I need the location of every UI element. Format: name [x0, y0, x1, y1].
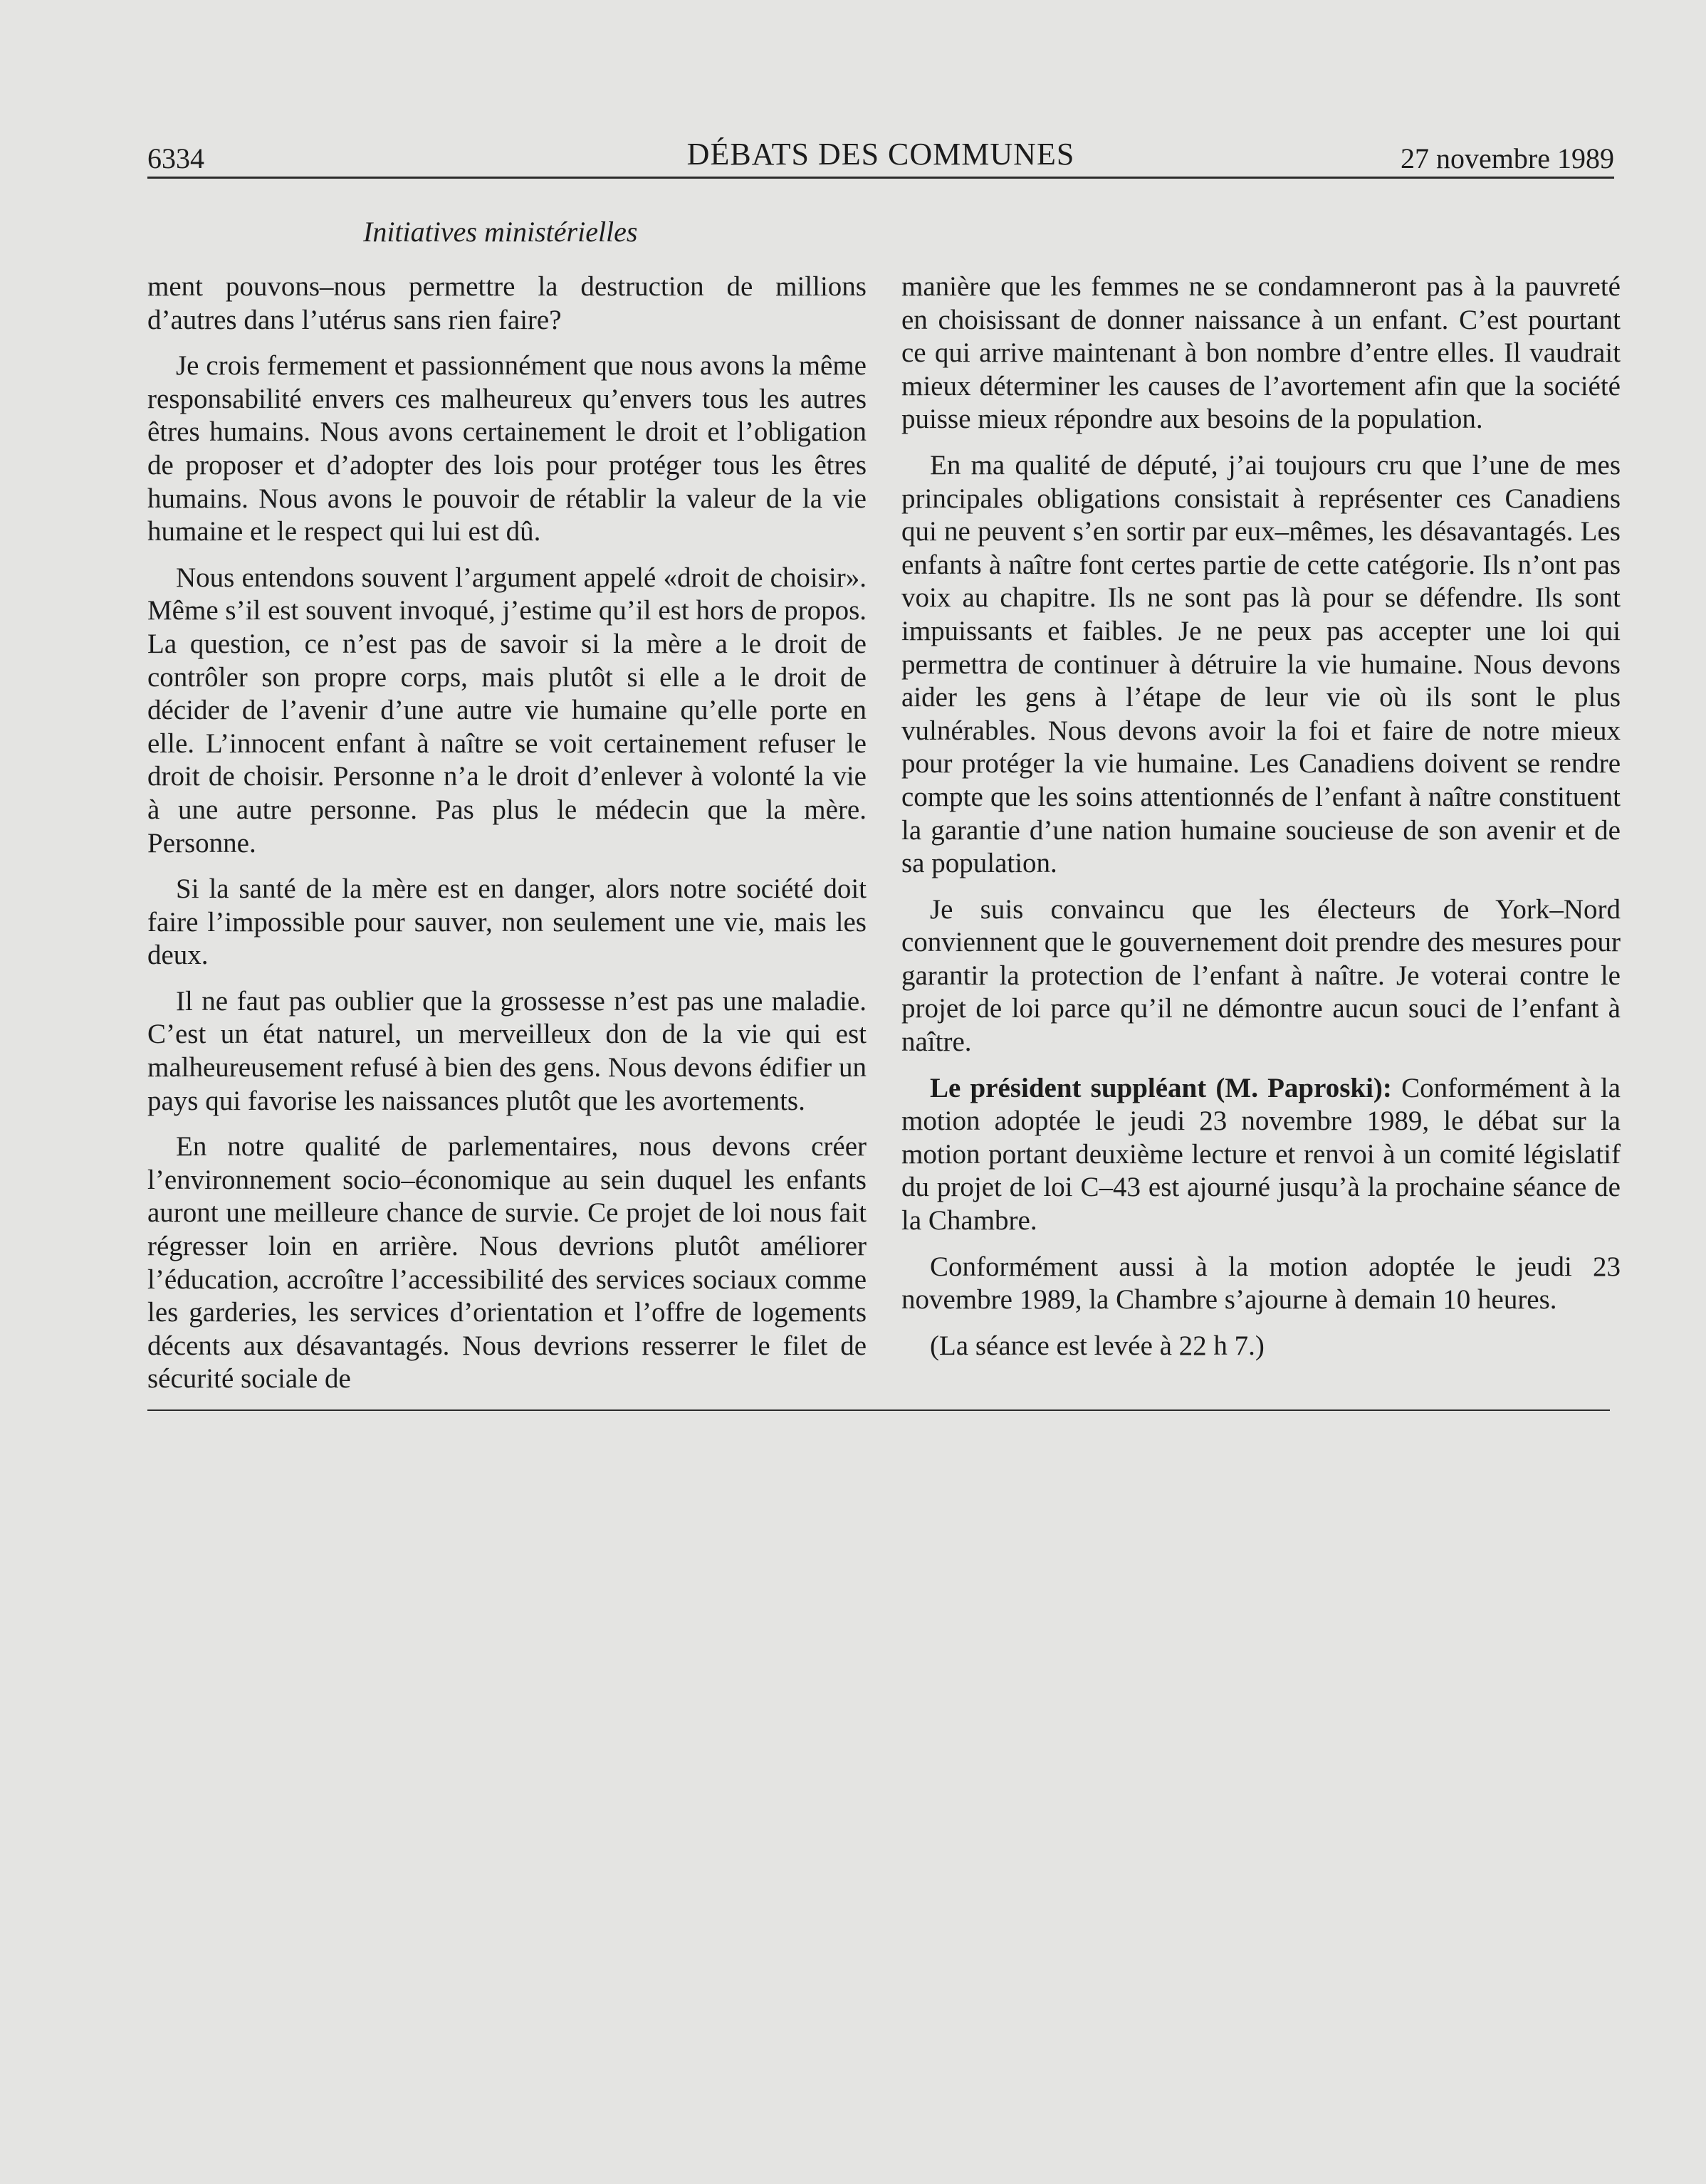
publication-title: DÉBATS DES COMMUNES — [686, 137, 1075, 172]
footer-rule — [147, 1409, 1610, 1411]
paragraph: ment pouvons–nous permettre la destruction de millions d’autres dans l’utérus sans rien faire? — [147, 271, 867, 335]
paragraph: En ma qualité de député, j’ai toujours cru que l’une de mes principales obligations consistait à représenter ces Canadiens qui ne peuvent s’en sortir par eux–mêmes, les désavantagés. Les enfants à naître font certes partie de cette catégorie. Ils n’ont pas voix au chapitre. Ils ne sont pas là pour se défendre. Ils sont impuissants et faibles. Je ne peux pas accepter une loi qui permettra de continuer à détruire la vie humaine. Nous devons aider les gens à l’étape de leur vie où ils sont le plus vulnérables. Nous devons avoir la foi et faire de notre mieux pour protéger la vie humaine. Les Canadiens doivent se rendre compte que les soins attentionnés de l’enfant à naître constituent la garantie d’une nation humaine soucieuse de son avenir et de sa population. — [901, 449, 1621, 879]
left-column — [147, 271, 867, 1396]
speaker-name: Le président suppléant (M. Paproski): — [930, 1072, 1392, 1103]
speaker-paragraph — [901, 1072, 1621, 1238]
paragraph: Il ne faut pas oublier que la grossesse n’est pas une maladie. C’est un état naturel, un merveilleux don de la vie qui est malheureusement refusé à bien des gens. Nous devons édifier un pays qui favorise les naissances plutôt que les avortements. — [147, 985, 867, 1116]
paragraph: Si la santé de la mère est en danger, alors notre société doit faire l’impossible pour sauver, non seulement une vie, mais les deux. — [147, 873, 867, 971]
speaker-text: Conformément à la motion adoptée le jeudi 23 novembre 1989, le débat sur la motion portant deuxième lecture et renvoi à un comité législatif du projet de loi C–43 est ajourné jusqu’à la prochaine séance de la Chambre. — [901, 1072, 1621, 1237]
header-rule — [147, 177, 1614, 179]
paragraph: En notre qualité de parlementaires, nous devons créer l’environnement socio–économique au sein duquel les enfants auront une meilleure chance de survie. Ce projet de loi nous fait régresser loin en arrière. Nous devrions plutôt améliorer l’éducation, accroître l’accessibilité des services sociaux comme les garderies, les services d’orientation et l’offre de logements décents aux désavantagés. Nous devrions resserrer le filet de sécurité sociale de — [147, 1131, 867, 1395]
paragraph: Je crois fermement et passionnément que nous avons la même responsabilité envers ces malheureux qu’envers tous les autres êtres humains. Nous avons certainement le droit et l’obligation de proposer et d’adopter des lois pour protéger tous les êtres humains. Nous avons le pouvoir de rétablir la valeur de la vie humaine et le respect qui lui est dû. — [147, 350, 867, 547]
paragraph: Je suis convaincu que les électeurs de York–Nord conviennent que le gouvernement doit prendre des mesures pour garantir la protection de l’enfant à naître. Je voterai contre le projet de loi parce qu’il ne démontre aucun souci de l’enfant à naître. — [901, 893, 1621, 1058]
page-header — [147, 135, 1614, 178]
page-number: 6334 — [147, 142, 204, 174]
publication-date: 27 novembre 1989 — [1401, 142, 1614, 174]
right-column — [901, 271, 1621, 1363]
paragraph: manière que les femmes ne se condamneront pas à la pauvreté en choisissant de donner naissance à un enfant. C’est pourtant ce qui arrive maintenant à bon nombre d’entre elles. Il vaudrait mieux déterminer les causes de l’avortement afin que la société puisse mieux répondre aux besoins de la population. — [901, 271, 1621, 435]
paragraph: Nous entendons souvent l’argument appelé «droit de choisir». Même s’il est souvent invoqué, j’estime qu’il est hors de propos. La question, ce n’est pas de savoir si la mère a le droit de contrôler son propre corps, mais plutôt si elle a le droit de décider de l’avenir d’une autre vie humaine qu’elle porte en elle. L’innocent enfant à naître se voit certainement refuser le droit de choisir. Personne n’a le droit d’enlever à volonté la vie à une autre personne. Pas plus le médecin que la mère. Personne. — [147, 562, 867, 859]
section-title: Initiatives ministérielles — [363, 216, 638, 248]
paragraph: (La séance est levée à 22 h 7.) — [930, 1330, 1265, 1361]
paragraph: Conformément aussi à la motion adoptée le jeudi 23 novembre 1989, la Chambre s’ajourne à demain 10 heures. — [901, 1251, 1621, 1316]
